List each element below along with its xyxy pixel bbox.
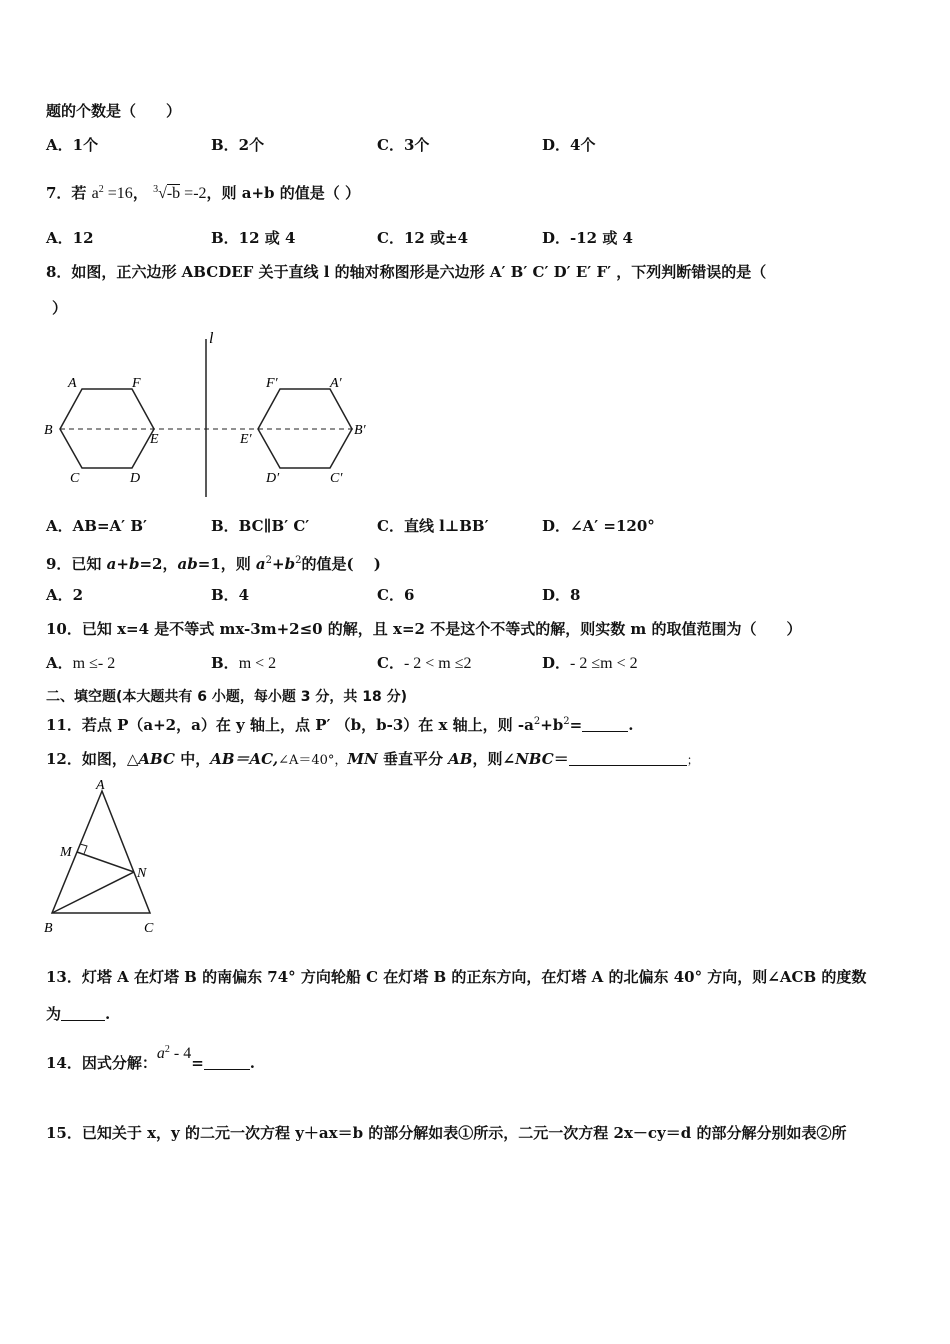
q8-option-c: C．直线 l⊥BB′: [377, 517, 489, 535]
q6-option-d: D．4个: [542, 136, 596, 154]
q9-eq2: =1，则: [197, 555, 256, 573]
q14-rest: - 4: [169, 1045, 192, 1062]
q12-triangle-figure: [40, 775, 170, 940]
q11-dot: .: [628, 716, 634, 734]
q11-mid: +b: [540, 716, 564, 734]
q14-base: a: [156, 1045, 165, 1062]
axis-label: l: [209, 330, 214, 347]
q10-stem: 10．已知 x=4 是不等式 mx-3m+2≤0 的解，且 x=2 不是这个不等式的解，则实数 m 的取值范围为（ ）: [46, 620, 802, 638]
segment-mn: [77, 852, 134, 872]
q10-option-d: [542, 653, 638, 674]
q13-answer-blank[interactable]: [61, 1006, 105, 1021]
q6-tail: 题的个数是（ ）: [46, 102, 182, 120]
q12-mid: 垂直平分: [377, 750, 449, 768]
q10-option-d-label: D．: [542, 654, 571, 672]
q13-stem-line1: 13．灯塔 A 在灯塔 B 的南偏东 74° 方向轮船 C 在灯塔 B 的正东方向，在灯塔 A 的北偏东 40° 方向，则∠ACB 的度数: [46, 968, 867, 986]
q11-sq-b: 2: [563, 716, 570, 727]
right-angle-mark: [80, 844, 87, 854]
q7-stem: [46, 180, 360, 204]
q6-option-c: C．3个: [377, 136, 430, 154]
q9-plus: +: [272, 555, 285, 573]
q10-option-a-label: A．: [46, 654, 73, 672]
label-f: F: [132, 376, 141, 391]
label-e-prime: E′: [240, 432, 252, 447]
q7-eq2: [153, 185, 206, 202]
q9-stem: [46, 551, 381, 574]
label-f-prime: F′: [266, 376, 278, 391]
q10-option-c: [377, 653, 472, 674]
q7-option-d: D．-12 或 4: [542, 229, 633, 247]
q8-option-d: D．∠A′ =120°: [542, 517, 655, 535]
q8-hexagon-figure: [40, 325, 380, 505]
q15-stem: 15．已知关于 x，y 的二元一次方程 y＋ax＝b 的部分解如表①所示，二元一次方程 2x－cy＝d 的部分解分别如表②所: [46, 1124, 847, 1142]
q10-option-d-expr: - 2 ≤m < 2: [570, 655, 638, 672]
q13-stem-line2: [46, 1004, 110, 1024]
q12-semi: ；: [686, 753, 699, 767]
q7-option-b: B．12 或 4: [211, 229, 296, 247]
section-heading-fill-blank: 二、填空题(本大题共有 6 小题，每小题 3 分，共 18 分): [46, 689, 408, 705]
q14-answer-blank[interactable]: [204, 1055, 250, 1070]
q8-option-b: B．BC∥B′ C′: [211, 517, 310, 535]
q9-sq-b: 2: [295, 555, 302, 566]
q7-prefix: 7．若: [46, 184, 87, 202]
q9-eq: =2，: [139, 555, 178, 573]
q9-cond2: ab: [177, 555, 198, 573]
q7-comma: ，: [132, 184, 148, 202]
q11-text: 11．若点 P（a+2，a）在 y 轴上，点 P′ （b，b-3）在 x 轴上，则 -a: [46, 716, 534, 734]
q12-stem: [46, 749, 699, 771]
q9-option-c: C．6: [377, 586, 415, 604]
segment-bn: [52, 872, 134, 913]
q7-eq1-base: a: [91, 185, 99, 202]
label-d: D: [130, 471, 141, 486]
q12-abc: ABC: [138, 750, 175, 768]
q9-cond: a+b: [106, 555, 140, 573]
q11-end: =: [569, 716, 583, 734]
q7-eq1: [92, 185, 133, 202]
q10-option-a: [46, 653, 115, 674]
q14-eq: =: [191, 1054, 204, 1072]
q8-stem-line2: ）: [52, 299, 68, 317]
label-b: B: [44, 423, 53, 438]
q7-root-body: -b: [166, 185, 181, 202]
q14-stem: [46, 1044, 256, 1074]
q10-option-b-expr: m < 2: [238, 655, 277, 672]
label-m: M: [60, 845, 72, 860]
q9-expr-b: b: [284, 555, 296, 573]
label-e: E: [150, 432, 159, 447]
q11-answer-blank[interactable]: [582, 717, 628, 732]
q10-option-c-label: C．: [377, 654, 404, 672]
q12-eq: ＝: [553, 750, 569, 768]
q11-sq-a: 2: [533, 716, 541, 727]
q14-exp: 2: [164, 1044, 170, 1055]
q9-option-b: B．4: [211, 586, 250, 604]
q9-prefix: 9．已知: [46, 555, 107, 573]
q12-angle: ∠A＝40°，: [278, 753, 348, 768]
q7-eq1-rhs: =16: [107, 185, 133, 202]
q12-prefix: 12．如图，△: [46, 750, 139, 768]
q7-eq1-exp: 2: [98, 184, 104, 195]
q10-option-a-expr: m ≤- 2: [72, 655, 116, 672]
q8-stem-line1: 8．如图，正六边形 ABCDEF 关于直线 l 的轴对称图形是六边形 A′ B′ C′ D′ E′ F′ ，下列判断错误的是（: [46, 263, 767, 281]
q12-nbc: NBC: [515, 750, 554, 768]
q8-option-a: A．AB=A′ B′: [46, 517, 147, 535]
label-a: A: [68, 376, 77, 391]
q7-option-a: A．12: [46, 229, 94, 247]
q9-suffix: 的值是( ): [301, 555, 381, 573]
q10-option-b-label: B．: [211, 654, 239, 672]
q9-expr-a: a: [255, 555, 266, 573]
q12-ab: AB: [448, 750, 473, 768]
label-a: A: [96, 778, 105, 793]
q7-root-index: 3: [153, 184, 159, 195]
q6-option-b: B．2个: [211, 136, 265, 154]
q12-cond: AB＝AC,: [210, 750, 279, 768]
q13-dot: .: [105, 1005, 111, 1023]
label-c: C: [144, 921, 154, 936]
q9-option-a: A．2: [46, 586, 84, 604]
q6-option-a: A．1个: [46, 136, 99, 154]
label-c-prime: C′: [330, 471, 343, 486]
q14-dot: .: [249, 1054, 256, 1072]
q12-answer-blank[interactable]: [569, 751, 687, 766]
label-a-prime: A′: [330, 376, 342, 391]
q14-prefix: 14．因式分解：: [46, 1054, 157, 1072]
q7-suffix: ，则 a+b 的值是（ ）: [206, 184, 360, 202]
q12-then: ，则∠: [472, 750, 516, 768]
label-n: N: [137, 866, 147, 881]
label-b: B: [44, 921, 53, 936]
label-c: C: [70, 471, 80, 486]
q7-option-c: C．12 或±4: [377, 229, 469, 247]
q13-line2-text: 为: [46, 1005, 62, 1023]
q7-eq2-rhs: =-2: [184, 185, 207, 202]
q9-sq-a: 2: [265, 555, 273, 566]
radical-icon: √: [158, 185, 167, 202]
q11-stem: [46, 712, 633, 735]
label-d-prime: D′: [266, 471, 280, 486]
label-b-prime: B′: [354, 423, 366, 438]
q9-option-d: D．8: [542, 586, 581, 604]
q14-expression: [157, 1045, 191, 1062]
q10-option-b: [211, 653, 276, 674]
q10-option-c-expr: - 2 < m ≤2: [403, 655, 472, 672]
q12-mn: MN: [347, 750, 378, 768]
q12-zhong: 中，: [174, 750, 211, 768]
